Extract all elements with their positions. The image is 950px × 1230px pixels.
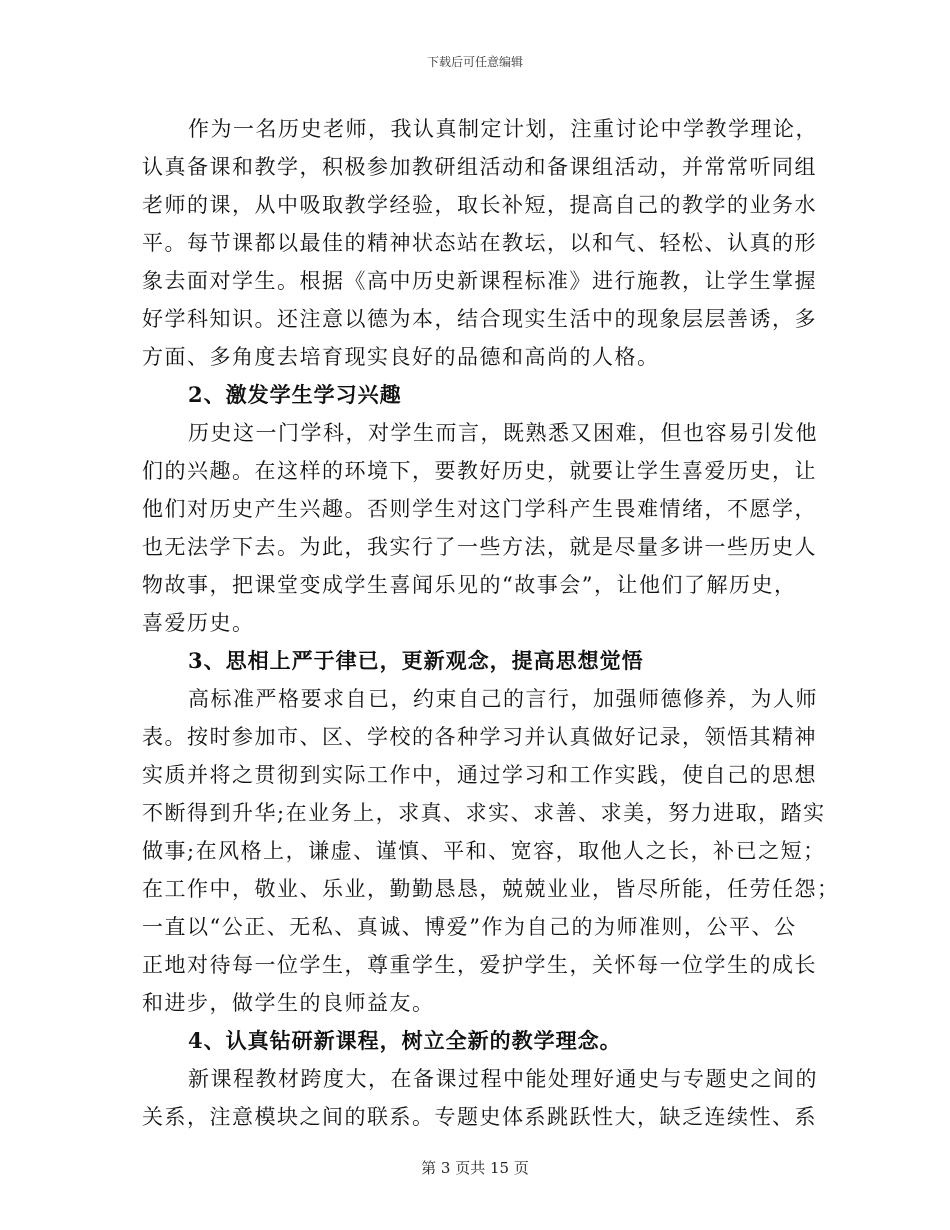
page-footer: 第 3 页共 15 页 bbox=[421, 1159, 529, 1177]
paragraph-line: 高标准严格要求自已，约束自己的言行，加强师德修养，为人师 bbox=[188, 687, 818, 711]
section-heading: 3、思相上严于律已，更新观念，提高思想觉悟 bbox=[188, 648, 644, 673]
paragraph-line: 在工作中，敬业、乐业，勤勤恳恳，兢兢业业，皆尽所能，任劳任怨； bbox=[142, 877, 840, 901]
document-body bbox=[142, 110, 840, 1136]
paragraph-line: 方面、多角度去培育现实良好的品德和高尚的人格。 bbox=[142, 345, 660, 369]
paragraph-line: 历史这一门学科，对学生而言，既熟悉又困难，但也容易引发他 bbox=[188, 421, 818, 445]
paragraph-line: 和进步，做学生的良师益友。 bbox=[142, 991, 435, 1015]
paragraph-line: 他们对历史产生兴趣。否则学生对这门学科产生畏难情绪，不愿学， bbox=[142, 497, 817, 521]
paragraph-line: 象去面对学生。根据《高中历史新课程标准》进行施教，让学生掌握 bbox=[142, 269, 817, 293]
paragraph-line: 认真备课和教学，积极参加教研组活动和备课组活动，并常常听同组 bbox=[142, 155, 817, 179]
paragraph-line: 关系，注意模块之间的联系。专题史体系跳跃性大，缺乏连续性、系 bbox=[142, 1105, 817, 1129]
paragraph-line: 也无法学下去。为此，我实行了一些方法，就是尽量多讲一些历史人 bbox=[142, 535, 817, 559]
paragraph-line: 不断得到升华;在业务上，求真、求实、求善、求美，努力进取，踏实 bbox=[142, 801, 826, 825]
paragraph-line: 老师的课，从中吸取教学经验，取长补短，提高自己的教学的业务水 bbox=[142, 193, 817, 217]
paragraph-line: 平。每节课都以最佳的精神状态站在教坛，以和气、轻松、认真的形 bbox=[142, 231, 817, 255]
section-heading: 2、激发学生学习兴趣 bbox=[188, 382, 402, 407]
paragraph-line: 喜爱历史。 bbox=[142, 611, 255, 635]
paragraph-line: 实质并将之贯彻到实际工作中，通过学习和工作实践，使自己的思想 bbox=[142, 763, 817, 787]
paragraph-line: 表。按时参加市、区、学校的各种学习并认真做好记录，领悟其精神 bbox=[142, 725, 817, 749]
paragraph-line: 做事;在风格上，谦虚、谨慎、平和、宽容，取他人之长，补已之短； bbox=[142, 839, 826, 863]
paragraph-line: 物故事，把课堂变成学生喜闻乐见的“故事会”，让他们了解历史， bbox=[142, 573, 797, 597]
paragraph-line: 正地对待每一位学生，尊重学生，爱护学生，关怀每一位学生的成长 bbox=[142, 953, 817, 977]
paragraph-line: 一直以“公正、无私、真诚、博爱”作为自己的为师准则，公平、公 bbox=[142, 915, 797, 939]
paragraph-line: 新课程教材跨度大，在备课过程中能处理好通史与专题史之间的 bbox=[188, 1067, 818, 1091]
section-heading: 4、认真钻研新课程，树立全新的教学理念。 bbox=[188, 1028, 622, 1053]
paragraph-line: 们的兴趣。在这样的环境下，要教好历史，就要让学生喜爱历史，让 bbox=[142, 459, 817, 483]
paragraph-line: 好学科知识。还注意以德为本，结合现实生活中的现象层层善诱，多 bbox=[142, 307, 817, 331]
paragraph-line: 作为一名历史老师，我认真制定计划，注重讨论中学教学理论， bbox=[188, 117, 818, 141]
page-header: 下载后可任意编辑 bbox=[426, 55, 523, 69]
